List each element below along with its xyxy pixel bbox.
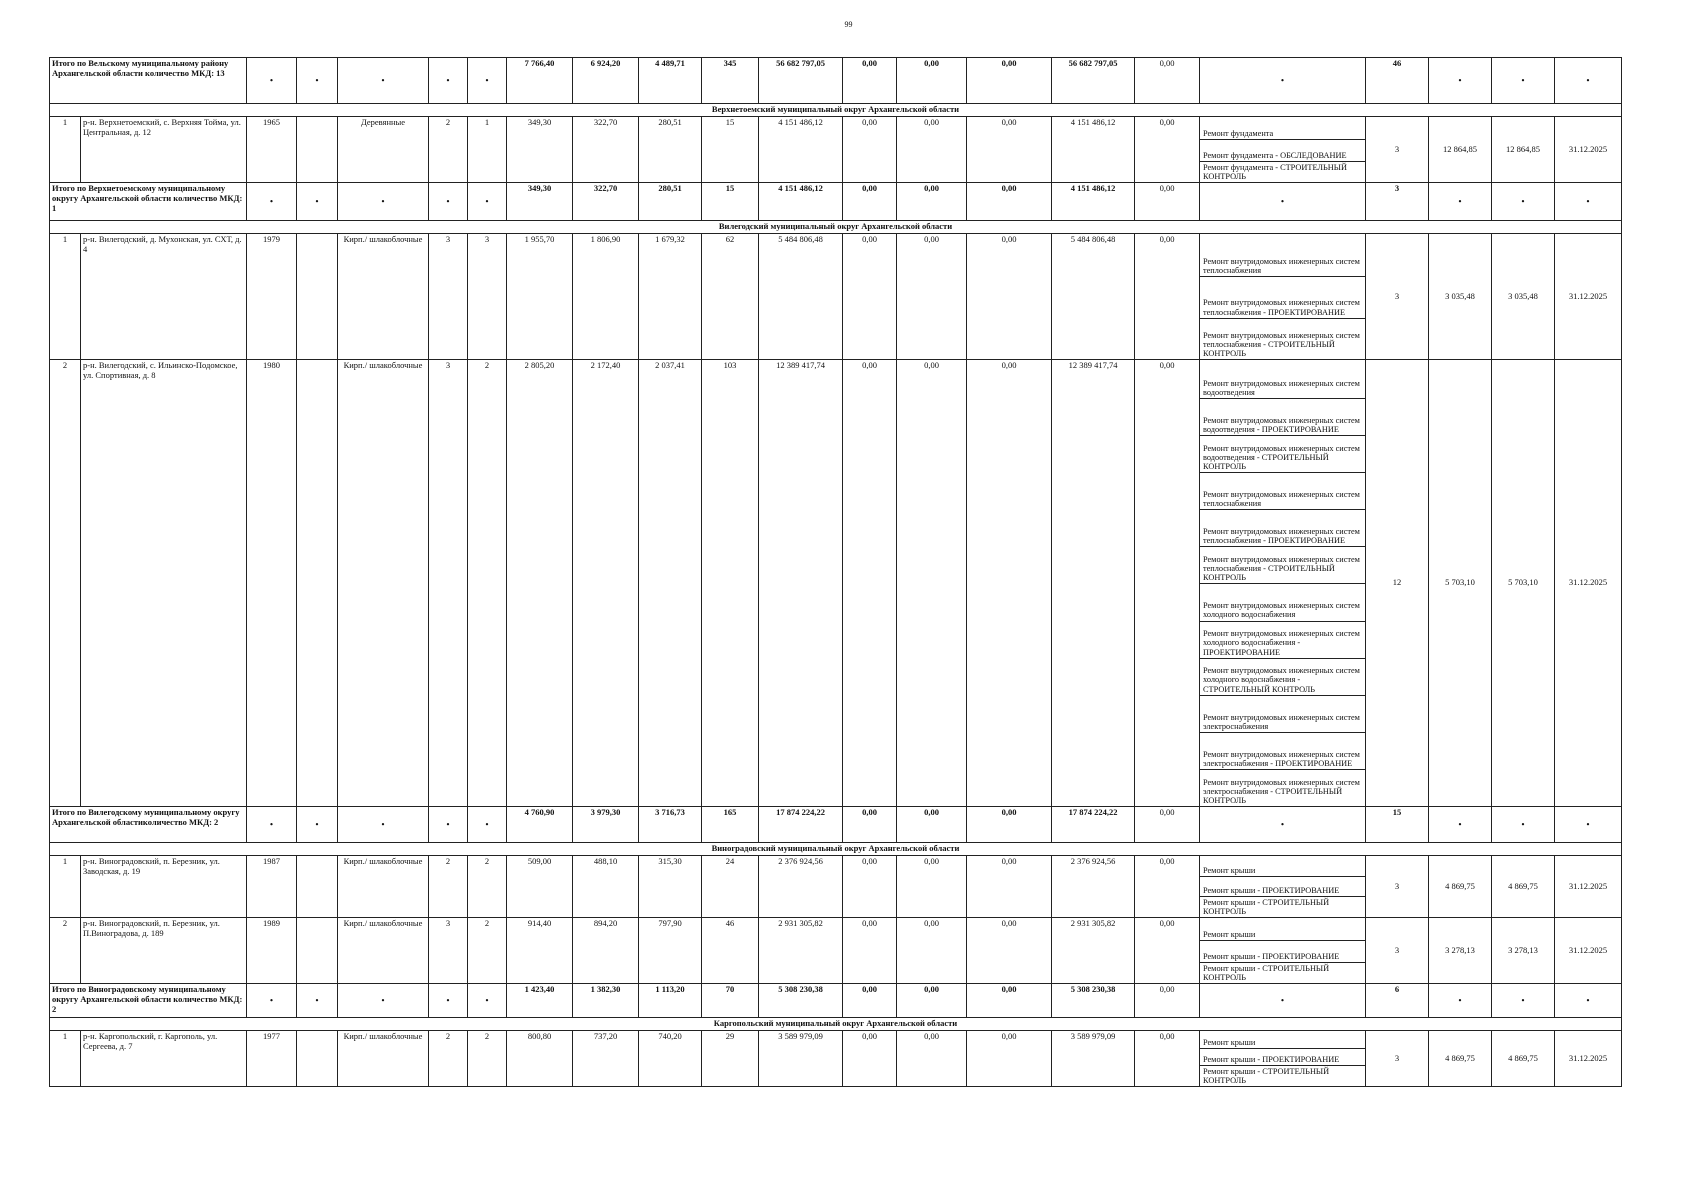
total-cell: 3 716,73 — [639, 807, 702, 843]
data-cell: 1 — [50, 1031, 81, 1087]
table-body — [50, 58, 1622, 1087]
total-cell: 349,30 — [507, 183, 573, 221]
work-item: Ремонт внутридомовых инженерных систем электроснабжения - СТРОИТЕЛЬНЫЙ КОНТРОЛЬ — [1203, 777, 1360, 805]
summary-cell: 31.12.2025 — [1555, 856, 1622, 918]
works-cell — [1200, 918, 1366, 984]
total-cell: • — [297, 58, 338, 104]
data-cell: 24 — [702, 856, 759, 918]
data-cell — [297, 856, 338, 918]
data-cell: 0,00 — [897, 918, 967, 984]
data-cell: 1 — [50, 234, 81, 360]
summary-cell: 31.12.2025 — [1555, 234, 1622, 360]
data-cell: Кирп./ шлакоблочные — [338, 234, 429, 360]
data-cell: 0,00 — [897, 1031, 967, 1087]
section-row — [50, 104, 1622, 117]
total-cell: 15 — [702, 183, 759, 221]
data-cell: 2 — [50, 360, 81, 807]
data-cell: 0,00 — [1135, 360, 1200, 807]
total-cell: 0,00 — [1135, 807, 1200, 843]
data-cell: 488,10 — [573, 856, 639, 918]
total-cell: • — [429, 58, 468, 104]
total-cell: • — [338, 807, 429, 843]
work-item: Ремонт крыши - ПРОЕКТИРОВАНИЕ — [1200, 1049, 1365, 1065]
work-item: Ремонт крыши - ПРОЕКТИРОВАНИЕ — [1200, 941, 1365, 962]
data-cell: 1979 — [247, 234, 297, 360]
total-cell: 6 924,20 — [573, 58, 639, 104]
total-cell: 0,00 — [967, 984, 1052, 1018]
total-cell: • — [468, 807, 507, 843]
works-list — [1200, 858, 1365, 917]
total-cell: 0,00 — [1135, 183, 1200, 221]
data-cell: 0,00 — [843, 234, 897, 360]
total-cell: • — [247, 58, 297, 104]
works-list — [1200, 362, 1365, 806]
total-cell: • — [1555, 183, 1622, 221]
data-cell: 1 — [50, 117, 81, 183]
data-cell: 2 — [468, 856, 507, 918]
data-cell: 2 037,41 — [639, 360, 702, 807]
data-cell: 12 389 417,74 — [1052, 360, 1135, 807]
data-cell — [297, 918, 338, 984]
data-cell: 2 805,20 — [507, 360, 573, 807]
data-cell: 0,00 — [967, 1031, 1052, 1087]
total-cell: 0,00 — [967, 183, 1052, 221]
total-cell: 7 766,40 — [507, 58, 573, 104]
total-cell: • — [1429, 984, 1492, 1018]
total-cell: • — [1492, 807, 1555, 843]
section-title: Каргопольский муниципальный округ Архангельской области — [50, 1018, 1622, 1031]
total-cell: 0,00 — [897, 183, 967, 221]
table-row — [50, 117, 1622, 183]
total-cell: • — [247, 984, 297, 1018]
works-list — [1200, 119, 1365, 182]
total-cell: • — [429, 807, 468, 843]
summary-cell: 4 869,75 — [1429, 1031, 1492, 1087]
total-cell: 3 979,30 — [573, 807, 639, 843]
total-cell: 1 423,40 — [507, 984, 573, 1018]
data-cell: 15 — [702, 117, 759, 183]
address-cell: р-н. Вилегодский, с. Ильинско-Подомское, ул. Спортивная, д. 8 — [81, 360, 247, 807]
summary-cell: 3 278,13 — [1429, 918, 1492, 984]
data-cell: 3 589 979,09 — [1052, 1031, 1135, 1087]
summary-cell: 5 703,10 — [1429, 360, 1492, 807]
total-cell: 165 — [702, 807, 759, 843]
total-cell: • — [247, 807, 297, 843]
total-cell: 46 — [1366, 58, 1429, 104]
summary-cell: 31.12.2025 — [1555, 117, 1622, 183]
address-cell: р-н. Верхнетоемский, с. Верхняя Тойма, ул. Центральная, д. 12 — [81, 117, 247, 183]
data-cell: 0,00 — [967, 918, 1052, 984]
table-row — [50, 1031, 1622, 1087]
works-cell — [1200, 1031, 1366, 1087]
summary-cell: 4 869,75 — [1492, 1031, 1555, 1087]
work-item: Ремонт внутридомовых инженерных систем водоотведения — [1200, 362, 1365, 399]
total-label: Итого по Верхнетоемскому муниципальному округу Архангельской области количество МКД: 1 — [50, 183, 247, 221]
total-cell: • — [297, 183, 338, 221]
total-cell: 280,51 — [639, 183, 702, 221]
table-row — [50, 918, 1622, 984]
work-item: Ремонт фундамента - ОБСЛЕДОВАНИЕ — [1200, 140, 1365, 161]
data-cell: 62 — [702, 234, 759, 360]
total-cell: • — [297, 807, 338, 843]
address-cell: р-н. Каргопольский, г. Каргополь, ул. Сергеева, д. 7 — [81, 1031, 247, 1087]
works-list — [1200, 236, 1365, 359]
total-cell: 1 113,20 — [639, 984, 702, 1018]
total-cell: 15 — [1366, 807, 1429, 843]
data-cell — [297, 1031, 338, 1087]
section-title: Вилегодский муниципальный округ Архангельской области — [50, 221, 1622, 234]
data-cell — [297, 360, 338, 807]
total-cell: • — [1492, 984, 1555, 1018]
data-cell: 2 172,40 — [573, 360, 639, 807]
section-row — [50, 1018, 1622, 1031]
works-list — [1200, 920, 1365, 983]
summary-cell: 3 — [1366, 1031, 1429, 1087]
total-cell: • — [429, 984, 468, 1018]
summary-cell: 12 — [1366, 360, 1429, 807]
total-cell: • — [1492, 183, 1555, 221]
data-cell: 0,00 — [1135, 918, 1200, 984]
data-cell: 2 931 305,82 — [759, 918, 843, 984]
data-cell — [297, 117, 338, 183]
work-item: Ремонт внутридомовых инженерных систем холодного водоснабжения — [1200, 584, 1365, 621]
data-cell: 0,00 — [843, 117, 897, 183]
data-cell: 737,20 — [573, 1031, 639, 1087]
data-cell: 894,20 — [573, 918, 639, 984]
data-cell: 2 — [50, 918, 81, 984]
work-item: Ремонт фундамента - СТРОИТЕЛЬНЫЙ КОНТРОЛЬ — [1203, 162, 1348, 181]
data-cell: 29 — [702, 1031, 759, 1087]
work-item: Ремонт внутридомовых инженерных систем электроснабжения - ПРОЕКТИРОВАНИЕ — [1200, 733, 1365, 770]
total-cell: 0,00 — [843, 183, 897, 221]
total-cell: • — [468, 58, 507, 104]
data-cell: 3 — [429, 918, 468, 984]
total-cell: 0,00 — [843, 807, 897, 843]
total-cell: • — [1555, 58, 1622, 104]
work-item: Ремонт внутридомовых инженерных систем водоотведения - ПРОЕКТИРОВАНИЕ — [1200, 399, 1365, 436]
total-cell: • — [1429, 807, 1492, 843]
total-row — [50, 807, 1622, 843]
data-cell: 1977 — [247, 1031, 297, 1087]
work-item: Ремонт крыши - СТРОИТЕЛЬНЫЙ КОНТРОЛЬ — [1203, 963, 1330, 982]
total-cell: • — [429, 183, 468, 221]
total-cell: 56 682 797,05 — [1052, 58, 1135, 104]
data-cell: 0,00 — [843, 360, 897, 807]
total-cell: 1 382,30 — [573, 984, 639, 1018]
work-item: Ремонт внутридомовых инженерных систем электроснабжения — [1200, 696, 1365, 733]
total-cell: • — [1429, 183, 1492, 221]
data-cell: 1965 — [247, 117, 297, 183]
summary-cell: 3 — [1366, 918, 1429, 984]
data-cell: 914,40 — [507, 918, 573, 984]
work-item: Ремонт фундамента — [1200, 119, 1365, 140]
address-cell: р-н. Виноградовский, п. Березник, ул. П.Виноградова, д. 189 — [81, 918, 247, 984]
data-cell: 1989 — [247, 918, 297, 984]
total-cell: 70 — [702, 984, 759, 1018]
total-cell: 4 151 486,12 — [1052, 183, 1135, 221]
work-item: Ремонт крыши - СТРОИТЕЛЬНЫЙ КОНТРОЛЬ — [1203, 897, 1330, 916]
summary-cell: 4 869,75 — [1429, 856, 1492, 918]
data-cell: 0,00 — [1135, 234, 1200, 360]
summary-cell: 12 864,85 — [1492, 117, 1555, 183]
data-cell: Деревянные — [338, 117, 429, 183]
data-cell — [297, 234, 338, 360]
data-cell: 2 — [429, 117, 468, 183]
total-cell: • — [338, 58, 429, 104]
total-label: Итого по Вилегодскому муниципальному округу Архангельской областиколичество МКД: 2 — [50, 807, 247, 843]
data-cell: 3 — [429, 360, 468, 807]
data-cell: 3 — [468, 234, 507, 360]
data-cell: 1 955,70 — [507, 234, 573, 360]
work-item: Ремонт внутридомовых инженерных систем теплоснабжения - ПРОЕКТИРОВАНИЕ — [1200, 510, 1365, 547]
summary-cell: 3 278,13 — [1492, 918, 1555, 984]
total-cell: 0,00 — [843, 58, 897, 104]
work-item: Ремонт внутридомовых инженерных систем водоотведения - СТРОИТЕЛЬНЫЙ КОНТРОЛЬ — [1200, 436, 1365, 473]
summary-cell: 31.12.2025 — [1555, 360, 1622, 807]
data-cell: 1980 — [247, 360, 297, 807]
data-cell: 0,00 — [1135, 856, 1200, 918]
total-cell: 0,00 — [1135, 984, 1200, 1018]
data-cell: Кирп./ шлакоблочные — [338, 856, 429, 918]
data-cell: 1 — [468, 117, 507, 183]
work-item: Ремонт внутридомовых инженерных систем холодного водоснабжения - СТРОИТЕЛЬНЫЙ КОНТРОЛЬ — [1200, 659, 1365, 696]
data-cell: 0,00 — [897, 117, 967, 183]
total-cell: 4 760,90 — [507, 807, 573, 843]
address-cell: р-н. Вилегодский, д. Мухонская, ул. СХТ, д. 4 — [81, 234, 247, 360]
total-cell: 0,00 — [1135, 58, 1200, 104]
total-cell: 17 874 224,22 — [759, 807, 843, 843]
summary-cell: 5 703,10 — [1492, 360, 1555, 807]
summary-cell: 31.12.2025 — [1555, 918, 1622, 984]
total-cell: 0,00 — [897, 807, 967, 843]
work-item: Ремонт крыши — [1200, 920, 1365, 941]
data-cell: 0,00 — [967, 360, 1052, 807]
total-cell: • — [247, 183, 297, 221]
total-cell: • — [1555, 984, 1622, 1018]
table-row — [50, 360, 1622, 807]
data-cell: 280,51 — [639, 117, 702, 183]
data-cell: 2 — [468, 918, 507, 984]
work-item: Ремонт внутридомовых инженерных систем теплоснабжения - СТРОИТЕЛЬНЫЙ КОНТРОЛЬ — [1200, 547, 1365, 584]
data-cell: 2 931 305,82 — [1052, 918, 1135, 984]
total-cell: 0,00 — [967, 807, 1052, 843]
data-cell: 0,00 — [967, 856, 1052, 918]
total-cell: 0,00 — [897, 984, 967, 1018]
data-cell: 0,00 — [967, 234, 1052, 360]
total-cell: 345 — [702, 58, 759, 104]
page-number: 99 — [844, 20, 853, 29]
data-cell: 12 389 417,74 — [759, 360, 843, 807]
section-title: Виноградовский муниципальный округ Архангельской области — [50, 843, 1622, 856]
total-cell: 4 489,71 — [639, 58, 702, 104]
data-cell: 103 — [702, 360, 759, 807]
data-cell: 0,00 — [843, 856, 897, 918]
total-cell: • — [1200, 807, 1366, 843]
section-title: Верхнетоемский муниципальный округ Архангельской области — [50, 104, 1622, 117]
data-cell: 4 151 486,12 — [1052, 117, 1135, 183]
total-cell: • — [297, 984, 338, 1018]
total-cell: • — [468, 984, 507, 1018]
work-item: Ремонт крыши - ПРОЕКТИРОВАНИЕ — [1200, 877, 1365, 896]
data-cell: 2 376 924,56 — [1052, 856, 1135, 918]
data-cell: 322,70 — [573, 117, 639, 183]
summary-cell: 12 864,85 — [1429, 117, 1492, 183]
data-cell: 0,00 — [1135, 1031, 1200, 1087]
total-label: Итого по Вельскому муниципальному району Архангельской области количество МКД: 13 — [50, 58, 247, 104]
data-cell: 4 151 486,12 — [759, 117, 843, 183]
total-cell: 4 151 486,12 — [759, 183, 843, 221]
data-cell: 800,80 — [507, 1031, 573, 1087]
total-cell: 5 308 230,38 — [759, 984, 843, 1018]
total-cell: • — [1200, 58, 1366, 104]
data-cell: 5 484 806,48 — [759, 234, 843, 360]
total-cell: 0,00 — [967, 58, 1052, 104]
section-row — [50, 843, 1622, 856]
data-cell: 0,00 — [1135, 117, 1200, 183]
data-cell: 509,00 — [507, 856, 573, 918]
data-cell: 0,00 — [843, 918, 897, 984]
total-cell: 322,70 — [573, 183, 639, 221]
summary-cell: 3 — [1366, 856, 1429, 918]
total-cell: 6 — [1366, 984, 1429, 1018]
data-cell: 0,00 — [897, 234, 967, 360]
summary-cell: 3 — [1366, 234, 1429, 360]
data-cell: 349,30 — [507, 117, 573, 183]
data-cell: 3 589 979,09 — [759, 1031, 843, 1087]
total-row — [50, 984, 1622, 1018]
data-cell: 1 679,32 — [639, 234, 702, 360]
work-item: Ремонт крыши — [1200, 858, 1365, 877]
total-cell: 56 682 797,05 — [759, 58, 843, 104]
work-item: Ремонт внутридомовых инженерных систем холодного водоснабжения - ПРОЕКТИРОВАНИЕ — [1200, 622, 1365, 659]
total-cell: • — [1200, 984, 1366, 1018]
summary-cell: 3 035,48 — [1429, 234, 1492, 360]
data-cell: 2 — [429, 1031, 468, 1087]
works-cell — [1200, 117, 1366, 183]
data-cell: 5 484 806,48 — [1052, 234, 1135, 360]
summary-cell: 31.12.2025 — [1555, 1031, 1622, 1087]
total-cell: 17 874 224,22 — [1052, 807, 1135, 843]
work-item: Ремонт внутридомовых инженерных систем теплоснабжения — [1200, 236, 1365, 277]
total-row — [50, 183, 1622, 221]
data-cell: Кирп./ шлакоблочные — [338, 360, 429, 807]
table-row — [50, 856, 1622, 918]
data-cell: 315,30 — [639, 856, 702, 918]
work-item: Ремонт внутридомовых инженерных систем теплоснабжения — [1200, 473, 1365, 510]
total-cell: • — [1492, 58, 1555, 104]
data-cell: 0,00 — [897, 856, 967, 918]
works-list — [1200, 1033, 1365, 1086]
data-cell: 1 806,90 — [573, 234, 639, 360]
total-cell: 0,00 — [897, 58, 967, 104]
total-cell: • — [468, 183, 507, 221]
data-cell: Кирп./ шлакоблочные — [338, 918, 429, 984]
works-cell — [1200, 856, 1366, 918]
total-cell: 5 308 230,38 — [1052, 984, 1135, 1018]
total-row — [50, 58, 1622, 104]
repair-plan-table — [49, 57, 1622, 1087]
total-cell: • — [1429, 58, 1492, 104]
data-cell: 1 — [50, 856, 81, 918]
data-cell: 2 — [429, 856, 468, 918]
data-cell: 740,20 — [639, 1031, 702, 1087]
work-item: Ремонт внутридомовых инженерных систем теплоснабжения - ПРОЕКТИРОВАНИЕ — [1200, 277, 1365, 318]
work-item: Ремонт крыши — [1200, 1033, 1365, 1049]
data-cell: 3 — [429, 234, 468, 360]
data-cell: 0,00 — [843, 1031, 897, 1087]
total-cell: • — [338, 984, 429, 1018]
works-cell — [1200, 234, 1366, 360]
total-cell: • — [338, 183, 429, 221]
data-cell: Кирп./ шлакоблочные — [338, 1031, 429, 1087]
table-row — [50, 234, 1622, 360]
work-item: Ремонт крыши - СТРОИТЕЛЬНЫЙ КОНТРОЛЬ — [1203, 1066, 1330, 1085]
section-row — [50, 221, 1622, 234]
total-cell: 0,00 — [843, 984, 897, 1018]
works-cell — [1200, 360, 1366, 807]
total-cell: • — [1555, 807, 1622, 843]
total-label: Итого по Виноградовскому муниципальному округу Архангельской области количество МКД: 2 — [50, 984, 247, 1018]
data-cell: 2 376 924,56 — [759, 856, 843, 918]
summary-cell: 3 035,48 — [1492, 234, 1555, 360]
data-cell: 46 — [702, 918, 759, 984]
data-cell: 0,00 — [967, 117, 1052, 183]
address-cell: р-н. Виноградовский, п. Березник, ул. Заводская, д. 19 — [81, 856, 247, 918]
data-cell: 797,90 — [639, 918, 702, 984]
data-cell: 2 — [468, 360, 507, 807]
data-cell: 2 — [468, 1031, 507, 1087]
work-item: Ремонт внутридомовых инженерных систем теплоснабжения - СТРОИТЕЛЬНЫЙ КОНТРОЛЬ — [1203, 330, 1360, 358]
total-cell: • — [1200, 183, 1366, 221]
summary-cell: 3 — [1366, 117, 1429, 183]
total-cell: 3 — [1366, 183, 1429, 221]
data-cell: 0,00 — [897, 360, 967, 807]
data-cell: 1987 — [247, 856, 297, 918]
summary-cell: 4 869,75 — [1492, 856, 1555, 918]
